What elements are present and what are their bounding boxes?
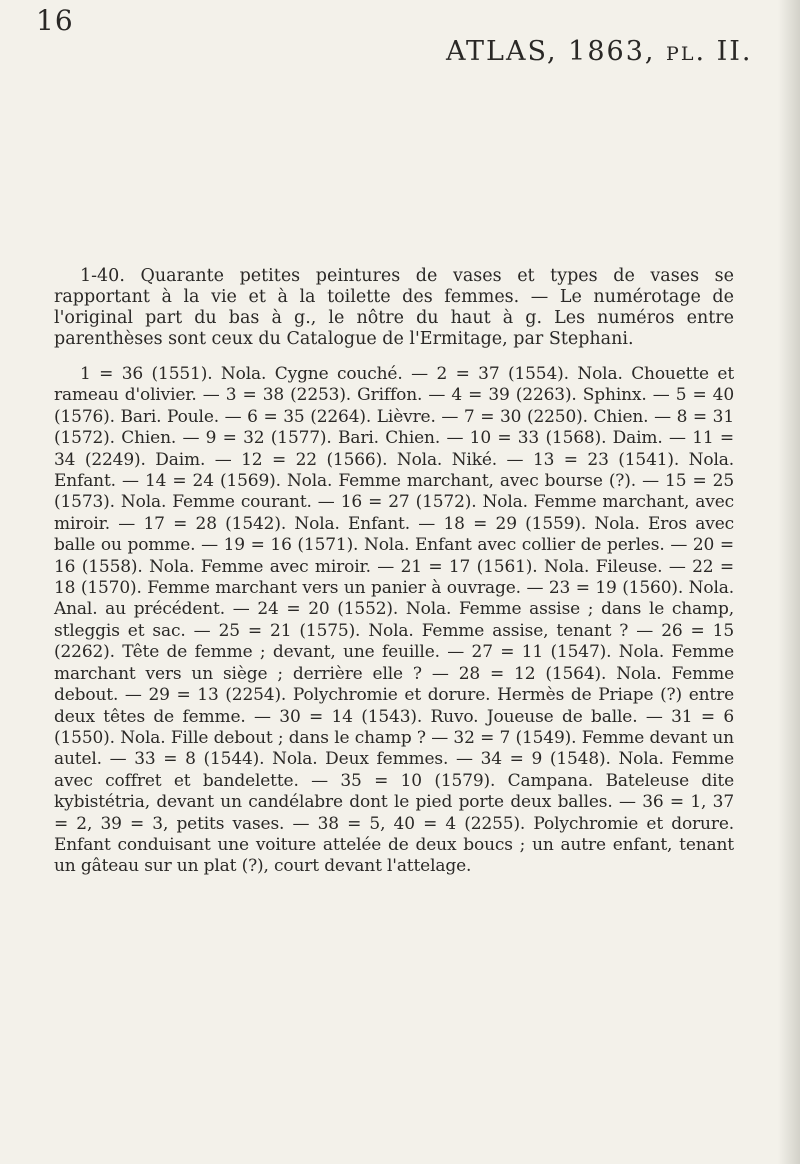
catalogue-entry: 6 = 35 (2264). Lièvre. — <box>247 406 459 427</box>
catalogue-entry: 10 = 33 (1568). Daim. — <box>469 428 686 449</box>
catalogue-entry: 2 = 37 (1554). Nola. Chouette et rameau d'olivier. — <box>54 364 734 406</box>
catalogue-entry: 14 = 24 (1569). Nola. Femme marchant, avec bourse (?). — <box>144 471 659 492</box>
catalogue-entry: 29 = 13 (2254). Polychromie et dorure. Hermès de Priape (?) entre deux têtes de femme. — <box>54 685 734 727</box>
running-head: ATLAS, 1863, pl. II. <box>446 36 753 67</box>
intro-text: 1-40. Quarante petites peintures de vases et types de vases se rapportant à la vie et à la toilette des femmes. — Le numérotage de l'original part du bas à g., le nôtre du haut à g. Les numéros entre parenthèses sont ceux du Catalogue de l'Ermitage, par Stephani. <box>54 266 734 349</box>
catalogue-entry: 26 = 15 (2262). Tête de femme ; devant, une feuille. — <box>54 620 735 663</box>
catalogue-entry: 35 = 10 (1579). Campana. Bateleuse dite kybistétria, devant un candélabre dont le pied porte deux balles. — <box>54 770 734 813</box>
catalogue-entry: 11 = 34 (2249). Daim. — <box>54 428 734 470</box>
page-edge-shadow <box>778 0 800 1164</box>
catalogue-entry: 36 = 1, 37 = 2, 39 = 3, petits vases. — <box>54 792 734 834</box>
catalogue-entry: 17 = 28 (1542). Nola. Enfant. — <box>143 513 436 534</box>
catalogue-entry: 7 = 30 (2250). Chien. — <box>463 406 671 427</box>
catalogue-entry: 13 = 23 (1541). Nola. Enfant. — <box>54 449 734 492</box>
catalogue-entry: 32 = 7 (1549). Femme devant un autel. — <box>54 727 734 770</box>
catalogue-entry: 3 = 38 (2253). Griffon. — <box>225 385 446 406</box>
catalogue-entry: 22 = 18 (1570). Femme marchant vers un panier à ouvrage. — <box>54 556 734 599</box>
page-number: 16 <box>36 4 74 37</box>
catalogue-entry: 4 = 39 (2263). Sphinx. — <box>451 385 670 406</box>
catalogue-entry: 20 = 16 (1558). Nola. Femme avec miroir. — <box>54 535 734 577</box>
catalogue-entry: 1 = 36 (1551). Nola. Cygne couché. — <box>80 364 428 384</box>
catalogue-entry: 21 = 17 (1561). Nola. Fileuse. — <box>400 556 686 577</box>
catalogue-entry: 31 = 6 (1550). Nola. Fille debout ; dans le champ ? — <box>54 706 734 748</box>
catalogue-entry: 38 = 5, 40 = 4 (2255). Polychromie et dorure. Enfant conduisant une voiture attelée de deux boucs ; un autre enfant, tenant un gâteau sur un plat (?), court devant l'attelage. <box>54 813 734 877</box>
catalogue-entry: 9 = 32 (1577). Bari. Chien. — <box>205 428 464 449</box>
catalogue-entry: 5 = 40 (1576). Bari. Poule. — <box>54 385 734 427</box>
catalogue-entry: 28 = 12 (1564). Nola. Femme debout. — <box>54 663 734 706</box>
catalogue-entry: 16 = 27 (1572). Nola. Femme marchant, avec miroir. — <box>54 492 734 534</box>
catalogue-entry: 8 = 31 (1572). Chien. — <box>54 406 735 449</box>
catalogue-entry: 12 = 22 (1566). Nola. Niké. — <box>241 449 524 470</box>
catalogue-entry: 27 = 11 (1547). Nola. Femme marchant vers un siège ; derrière elle ? — <box>54 642 734 684</box>
catalogue-entry: 25 = 21 (1575). Nola. Femme assise, tenant ? — <box>218 620 654 641</box>
catalogue-entry: 23 = 19 (1560). Nola. Anal. au précédent. — <box>54 578 734 620</box>
catalogue-entry: 34 = 9 (1548). Nola. Femme avec coffret et bandelette. — <box>54 749 734 791</box>
catalogue-entry: 30 = 14 (1543). Ruvo. Joueuse de balle. — <box>279 706 663 727</box>
catalogue-entry: 33 = 8 (1544). Nola. Deux femmes. — <box>134 749 473 770</box>
catalogue-entries <box>54 364 734 878</box>
catalogue-entry: 24 = 20 (1552). Nola. Femme assise ; dans le champ, stleggis et sac. — <box>54 599 734 641</box>
catalogue-paragraph <box>54 364 734 878</box>
catalogue-entry: 19 = 16 (1571). Nola. Enfant avec collier de perles. — <box>223 535 688 556</box>
intro-paragraph <box>54 266 734 350</box>
catalogue-entry: 18 = 29 (1559). Nola. Eros avec balle ou pomme. — <box>54 513 734 556</box>
catalogue-entry: 15 = 25 (1573). Nola. Femme courant. — <box>54 471 734 513</box>
